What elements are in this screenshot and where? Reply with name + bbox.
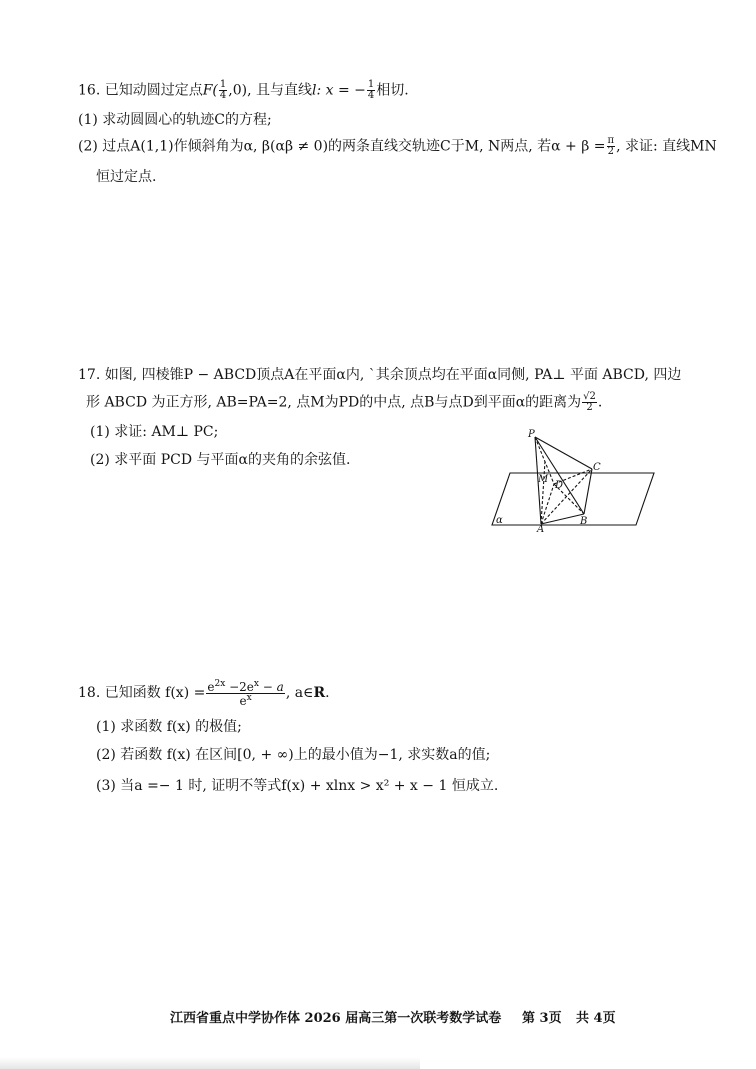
- scan-shadow: [0, 1057, 420, 1069]
- q17-part2: (2) 求平面 PCD 与平面α的夹角的余弦值.: [90, 452, 351, 468]
- q18-part3: (3) 当a =− 1 时, 证明不等式f(x) + xlnx > x² + x − 1 恒成立.: [96, 778, 499, 794]
- q16-pi-fraction: $\frac{\pi}{2}$: [607, 135, 615, 157]
- q16-part2-cont: 恒过定点.: [96, 169, 157, 185]
- q16-stem: 16. 已知动圆过定点F( $\frac{1}{4}$ ,0), 且与直线l: x = − $\frac{1}{4}$ 相切.: [78, 79, 409, 101]
- q17-part1: (1) 求证: AM⊥ PC;: [90, 424, 219, 440]
- q17-stem-line2: 形 ABCD 为正方形, AB=PA=2, 点M为PD的中点, 点B与点D到平面α的距离为 $\frac{√2}{2}$ .: [86, 391, 603, 413]
- pyramid-figure: [488, 428, 663, 533]
- footer-total: 共 4页: [576, 1011, 616, 1026]
- q16-part2: (2) 过点A(1,1)作倾斜角为α, β(αβ ≠ 0)的两条直线交轨迹C于M, N两点, 若α + β = $\frac{\pi}{2}$ , 求证: 直线MN: [78, 135, 717, 157]
- q18-part1: (1) 求函数 f(x) 的极值;: [96, 719, 242, 735]
- label-B: B: [580, 516, 588, 527]
- q16-part1: (1) 求动圆圆心的轨迹C的方程;: [78, 112, 272, 128]
- q16-fraction: $\frac{1}{4}$: [219, 79, 227, 101]
- q18-part2: (2) 若函数 f(x) 在区间[0, + ∞)上的最小值为−1, 求实数a的值;: [96, 747, 491, 763]
- edge-PC: [535, 437, 592, 469]
- edge-AB: [541, 514, 584, 524]
- footer-title: 江西省重点中学协作体 2026 届高三第一次联考数学试卷: [170, 1011, 502, 1026]
- q17-dist-fraction: $\frac{√2}{2}$: [583, 391, 596, 413]
- label-alpha: α: [496, 515, 503, 526]
- label-A: A: [537, 524, 545, 533]
- edge-AD: [541, 484, 554, 524]
- label-D: D: [555, 480, 564, 491]
- q16-line-fraction: $\frac{1}{4}$: [367, 79, 375, 101]
- label-C: C: [593, 462, 601, 473]
- q18-stem: 18. 已知函数 f(x) = $\frac{e^{2x} -2e^x - a}{e^x}$ , a∈R.: [78, 678, 330, 708]
- q18-function-fraction: $\frac{e^{2x} -2e^x - a}{e^x}$: [207, 678, 284, 708]
- label-M: M: [538, 474, 549, 485]
- footer-page: 第 3页: [522, 1011, 562, 1026]
- q17-stem-line1: 17. 如图, 四棱锥P − ABCD顶点A在平面α内, `其余顶点均在平面α同侧, PA⊥ 平面 ABCD, 四边: [78, 367, 682, 383]
- label-P: P: [528, 429, 535, 440]
- plane-alpha: [492, 473, 654, 525]
